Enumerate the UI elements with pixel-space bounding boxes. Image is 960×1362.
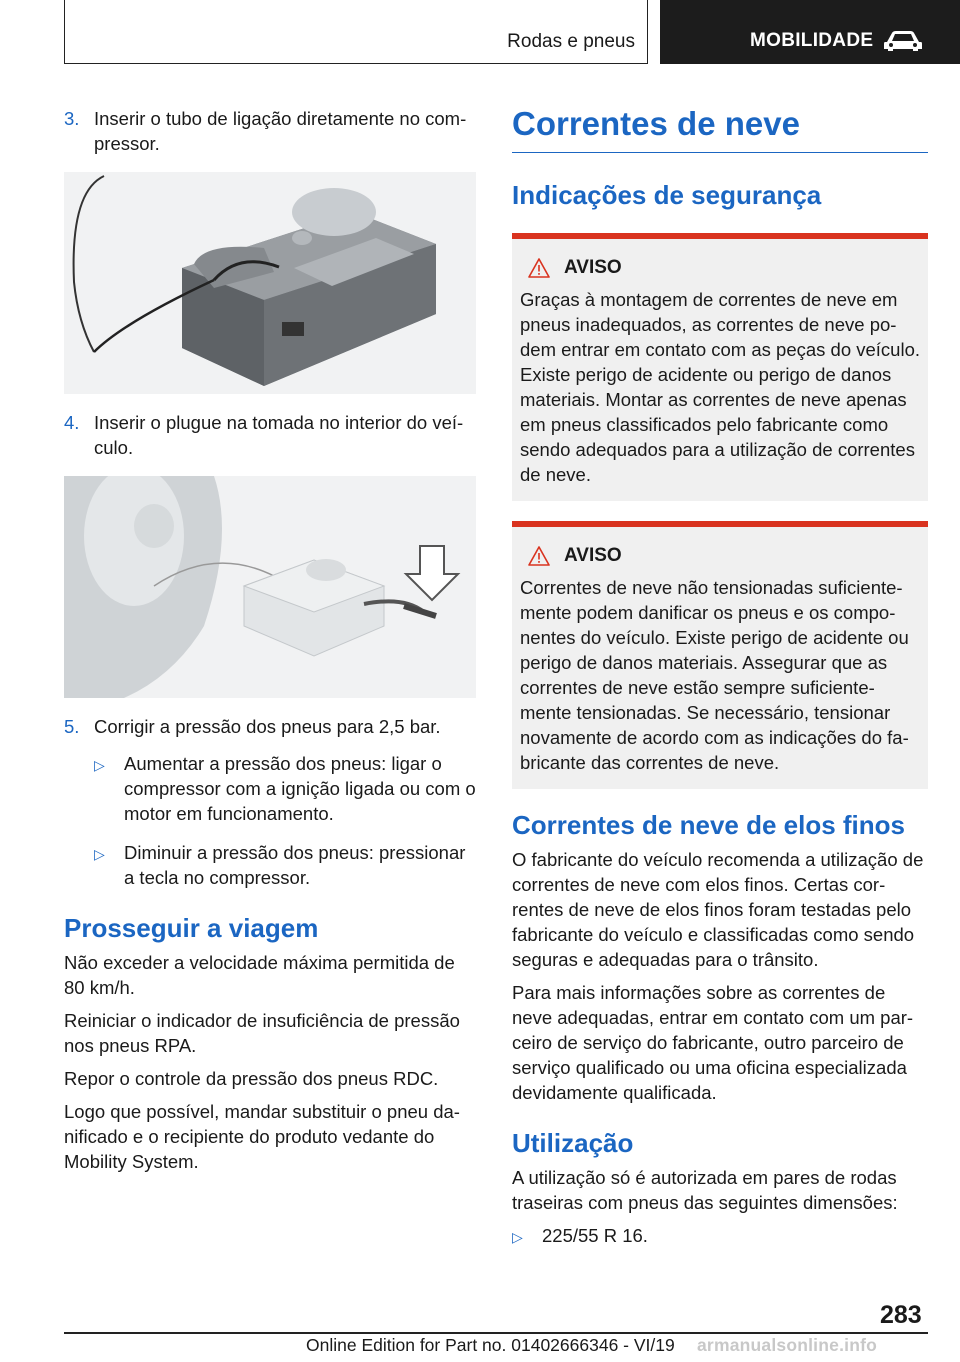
- footer-watermark: armanualsonline.info: [697, 1335, 877, 1355]
- compressor-hose-figure: [64, 172, 476, 394]
- step-5: [64, 714, 476, 739]
- triangle-bullet-icon: ▷: [94, 757, 105, 773]
- usage-heading: Utilização: [512, 1128, 634, 1158]
- header-section-title: Rodas e pneus: [507, 31, 635, 52]
- footer-divider: [64, 1332, 928, 1334]
- warning-text: Correntes de neve não tensionadas suficientemente podem danificar os pneus e os componentes do veículo. Existe perigo de acidente ou perigo de danos materiais. Assegurar que as correntes de neve estão sempre suficientemente tensionadas. Se necessário, tensionar novamente de acordo com as indicações do fabricante das correntes de neve.: [520, 577, 909, 773]
- step-number: 5.: [64, 716, 80, 737]
- safety-heading: Indicações de segurança: [512, 180, 822, 210]
- step-number: 3.: [64, 108, 80, 129]
- warning-box: [512, 521, 928, 789]
- warning-header: [520, 257, 920, 279]
- footer-edition: Online Edition for Part no. 01402666346 - VI/19: [306, 1335, 675, 1355]
- warning-box: [512, 233, 928, 501]
- pressure-bullets: [64, 751, 476, 890]
- paragraph: Repor o controle da pressão dos pneus RDC.: [64, 1068, 439, 1089]
- warning-text: Graças à montagem de correntes de neve em pneus inadequados, as correntes de neve podem entrar em contato com as peças do veículo. Existe perigo de acidente ou perigo de danos materiais. Montar as correntes de neve apenas em pneus classificados pelo fabricante como sendo adequados para a utilização de correntes de neve.: [520, 289, 921, 485]
- list-item: ▷ Diminuir a pressão dos pneus: pressionar a tecla no compressor.: [94, 842, 466, 888]
- page-number: 283: [880, 1301, 922, 1329]
- step-text: Inserir o plugue na tomada no interior do veículo.: [94, 412, 464, 458]
- warning-triangle-icon: [528, 258, 550, 278]
- page-title: Correntes de neve: [512, 104, 928, 153]
- triangle-bullet-icon: ▷: [512, 1229, 523, 1245]
- warning-title: AVISO: [564, 545, 622, 566]
- continue-heading: Prosseguir a viagem: [64, 913, 319, 943]
- paragraph: O fabricante do veículo recomenda a utilização de correntes de neve com elos finos. Certas correntes de neve de elos finos foram testadas pelo fabricante do veículo e classificadas como sendo seguras e adequadas para o trânsito.: [512, 849, 924, 970]
- step-4: [64, 410, 476, 460]
- warning-triangle-icon: [528, 546, 550, 566]
- car-icon: [883, 30, 923, 52]
- warning-header: [520, 545, 920, 567]
- paragraph: Logo que possível, mandar substituir o pneu danificado e o recipiente do produto vedante do Mobility System.: [64, 1101, 460, 1172]
- header-chapter-box: [660, 0, 960, 64]
- compressor-plug-figure: [64, 476, 476, 698]
- paragraph: Para mais informações sobre as correntes de neve adequadas, entrar em contato com um parceiro de serviço do fabricante, outro parceiro de serviço qualificado ou uma oficina especializada devidamente qualificada.: [512, 982, 914, 1103]
- header-section-box: [64, 0, 648, 64]
- right-column: [512, 104, 928, 1248]
- paragraph: A utilização só é autorizada em pares de rodas traseiras com pneus das seguintes dimensões:: [512, 1167, 898, 1213]
- list-item: ▷ 225/55 R 16.: [512, 1223, 928, 1248]
- step-number: 4.: [64, 412, 80, 433]
- paragraph: Reiniciar o indicador de insuficiência de pressão nos pneus RPA.: [64, 1010, 460, 1056]
- step-text: Inserir o tubo de ligação diretamente no compressor.: [94, 108, 467, 154]
- header-chapter-title: MOBILIDADE: [750, 30, 874, 51]
- step-3: [64, 106, 476, 156]
- left-column: [64, 106, 476, 1182]
- warning-title: AVISO: [564, 257, 622, 278]
- triangle-bullet-icon: ▷: [94, 846, 105, 862]
- step-text: Corrigir a pressão dos pneus para 2,5 bar.: [94, 716, 441, 737]
- list-item: ▷ Aumentar a pressão dos pneus: ligar o compressor com a ignição ligada ou com o motor em funcionamento.: [94, 753, 476, 824]
- fine-chains-heading: Correntes de neve de elos finos: [512, 810, 906, 840]
- paragraph: Não exceder a velocidade máxima permitida de 80 km/h.: [64, 952, 455, 998]
